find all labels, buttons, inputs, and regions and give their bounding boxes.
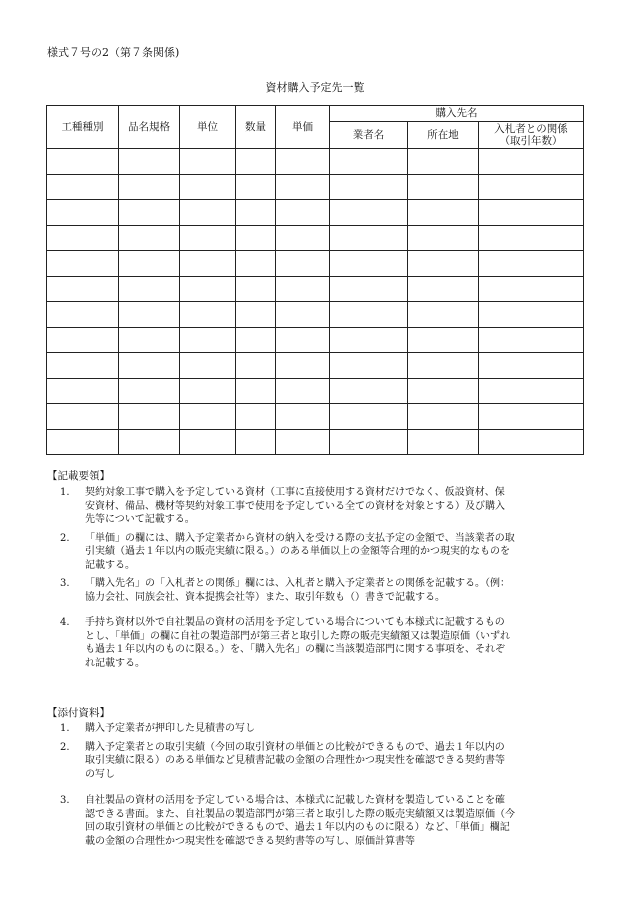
table-cell [119, 251, 180, 277]
table-row [47, 378, 584, 404]
table-cell [408, 174, 479, 200]
table-cell [119, 276, 180, 302]
table-cell [180, 404, 236, 430]
table-cell [276, 353, 330, 379]
attachment-item-number: 2. [60, 741, 70, 753]
table-cell [236, 225, 276, 251]
table-cell [330, 251, 408, 277]
table-cell [119, 225, 180, 251]
table-cell [236, 353, 276, 379]
table-row [47, 302, 584, 328]
table-cell [236, 251, 276, 277]
table-cell [180, 174, 236, 200]
table-cell [180, 200, 236, 226]
table-row [47, 200, 584, 226]
table-row [47, 149, 584, 175]
note-item-number: 2. [60, 532, 70, 544]
attachment-item [60, 794, 585, 848]
table-cell [180, 429, 236, 455]
header-kouji: 工種種別 [47, 106, 119, 149]
table-cell [479, 251, 584, 277]
attachment-item [60, 741, 585, 782]
table-cell [330, 302, 408, 328]
table-row [47, 353, 584, 379]
table-cell [479, 353, 584, 379]
note-item-line: とし、「単価」の欄に自社の製造部門が第三者と取引した際の販売実績額又は製造原価（いずれ [85, 630, 510, 642]
table-cell [47, 327, 119, 353]
header-hinmei: 品名規格 [119, 106, 180, 149]
table-cell [180, 225, 236, 251]
attachment-item-number: 3. [60, 795, 70, 806]
table-cell [180, 327, 236, 353]
table-cell [276, 276, 330, 302]
table-cell [276, 429, 330, 455]
table-cell [236, 174, 276, 200]
table-cell [408, 225, 479, 251]
table-cell [236, 404, 276, 430]
table-cell [119, 149, 180, 175]
table-cell [47, 225, 119, 251]
table-cell [276, 200, 330, 226]
table-cell [330, 200, 408, 226]
purchase-table [46, 105, 584, 455]
table-cell [276, 225, 330, 251]
table-row [47, 174, 584, 200]
attachment-item-line: 回の取引資材の単価との比較ができるもので、過去１年以内のものに限る）など、「単価」欄記 [85, 822, 510, 833]
table-cell [47, 174, 119, 200]
table-cell [330, 174, 408, 200]
table-cell [119, 353, 180, 379]
table-cell [180, 251, 236, 277]
table-cell [47, 149, 119, 175]
document-title: 資材購入予定先一覧 [265, 81, 365, 94]
table-cell [276, 404, 330, 430]
table-cell [408, 404, 479, 430]
note-item [60, 486, 585, 527]
table-row [47, 225, 584, 251]
note-item [60, 532, 585, 573]
attachment-item-line: の写し [85, 768, 115, 780]
note-item-line: 引実績（過去１年以内の販売実績に限る。）のある単価以上の金額等合理的かつ現実的なものを [85, 546, 510, 557]
table-cell [330, 353, 408, 379]
table-row [47, 251, 584, 277]
table-row [47, 276, 584, 302]
note-item-line: 記載する。 [85, 559, 135, 571]
attachment-item-line: 自社製品の資材の活用を予定している場合は、本様式に記載した資材を製造していることを確 [85, 795, 505, 806]
header-shozaichi: 所在地 [408, 122, 479, 149]
attachment-item-line: 取引実績に限る）のある単価など見積書記載の金額の合理性かつ現実性を確認できる契約書等 [85, 755, 505, 766]
table-cell [330, 149, 408, 175]
table-cell [180, 149, 236, 175]
note-item-line: も過去１年以内のものに限る。）を、「購入先名」の欄に当該製造部門に関する事項を、それぞ [85, 644, 505, 655]
table-cell [276, 149, 330, 175]
attachments-heading: 【添付資料】 [47, 707, 110, 719]
note-item-number: 1. [60, 487, 70, 498]
table-cell [119, 429, 180, 455]
table-cell [47, 302, 119, 328]
table-cell [479, 378, 584, 404]
table-cell [330, 225, 408, 251]
attachment-item [60, 722, 585, 736]
table-cell [479, 327, 584, 353]
note-item-number: 4. [60, 617, 70, 628]
attachment-item-line: 購入予定業者との取引実績（今回の取引資材の単価との比較ができるもので、過去１年以内の [85, 741, 505, 753]
table-cell [47, 251, 119, 277]
table-cell [479, 200, 584, 226]
table-cell [408, 302, 479, 328]
table-cell [47, 378, 119, 404]
table-cell [408, 429, 479, 455]
header-suryo: 数量 [236, 106, 276, 149]
table-cell [479, 149, 584, 175]
attachments-list [60, 722, 585, 848]
table-cell [119, 174, 180, 200]
table-cell [276, 174, 330, 200]
attachment-item-number: 1. [60, 723, 70, 734]
table-cell [479, 404, 584, 430]
header-tani: 単位 [180, 106, 236, 149]
table-cell [236, 429, 276, 455]
table-cell [47, 353, 119, 379]
note-item [60, 616, 585, 670]
table-cell [276, 251, 330, 277]
table-cell [330, 276, 408, 302]
table-cell [119, 302, 180, 328]
table-cell [236, 302, 276, 328]
table-cell [479, 225, 584, 251]
header-konyu: 購入先名 [330, 106, 584, 122]
table-cell [119, 200, 180, 226]
table-cell [330, 327, 408, 353]
table-cell [236, 149, 276, 175]
header-tanka: 単価 [276, 106, 330, 149]
table-row [47, 404, 584, 430]
table-row [47, 327, 584, 353]
table-cell [276, 327, 330, 353]
form-number: 様式７号の2（第７条関係) [47, 46, 180, 59]
table-cell [330, 429, 408, 455]
table-cell [408, 327, 479, 353]
table-cell [236, 200, 276, 226]
table-cell [236, 327, 276, 353]
notes-list [60, 486, 585, 670]
table-cell [330, 404, 408, 430]
table-cell [479, 276, 584, 302]
table-cell [119, 327, 180, 353]
table-cell [180, 276, 236, 302]
note-item-line: 「購入先名」の「入札者との関係」欄には、入札者と購入予定業者との関係を記載する。（例： [85, 578, 510, 589]
table-cell [276, 302, 330, 328]
header-kankei [479, 122, 584, 149]
table-cell [47, 429, 119, 455]
table-cell [408, 149, 479, 175]
header-kankei-line1: 入札者との関係 [494, 122, 568, 135]
attachment-item-line: 載の金額の合理性かつ現実性を確認できる契約書等の写し、原価計算書等 [85, 835, 415, 847]
notes-heading: 【記載要領】 [47, 470, 110, 482]
attachment-item-line: 認できる書面。また、自社製品の製造部門が第三者と取引した際の販売実績額又は製造原価（今 [85, 808, 515, 820]
note-item-line: 「単価」の欄には、購入予定業者から資材の納入を受ける際の支払予定の金額で、当該業者の取 [85, 532, 515, 544]
header-kankei-line2: （取引年数） [499, 135, 563, 147]
table-cell [479, 174, 584, 200]
note-item [60, 577, 585, 604]
table-cell [180, 378, 236, 404]
header-gyosha: 業者名 [330, 122, 408, 149]
table-cell [408, 276, 479, 302]
attachment-item-line: 購入予定業者が押印した見積書の写し [85, 723, 255, 734]
table-cell [47, 276, 119, 302]
table-cell [408, 251, 479, 277]
table-cell [408, 353, 479, 379]
table-row [47, 429, 584, 455]
note-item-line: 安資材、備品、機材等契約対象工事で使用を予定している全ての資材を対象とする）及び購入 [85, 500, 505, 512]
table-cell [47, 404, 119, 430]
table-cell [479, 429, 584, 455]
table-cell [236, 378, 276, 404]
table-cell [180, 302, 236, 328]
table-cell [236, 276, 276, 302]
table-cell [119, 404, 180, 430]
table-cell [408, 378, 479, 404]
note-item-line: 手持ち資材以外で自社製品の資材の活用を予定している場合についても本様式に記載するもの [85, 617, 505, 628]
table-cell [180, 353, 236, 379]
table-cell [119, 378, 180, 404]
note-item-line: れ記載する。 [85, 657, 145, 669]
note-item-line: 契約対象工事で購入を予定している資材（工事に直接使用する資材だけでなく、仮設資材、保 [85, 487, 505, 498]
table-cell [408, 200, 479, 226]
table-cell [479, 302, 584, 328]
note-item-line: 先等について記載する。 [85, 514, 195, 525]
note-item-number: 3. [60, 578, 70, 589]
table-cell [47, 200, 119, 226]
table-cell [330, 378, 408, 404]
table-cell [276, 378, 330, 404]
note-item-line: 協力会社、同族会社、資本提携会社等）また、取引年数も（）書きで記載する。 [85, 591, 445, 603]
